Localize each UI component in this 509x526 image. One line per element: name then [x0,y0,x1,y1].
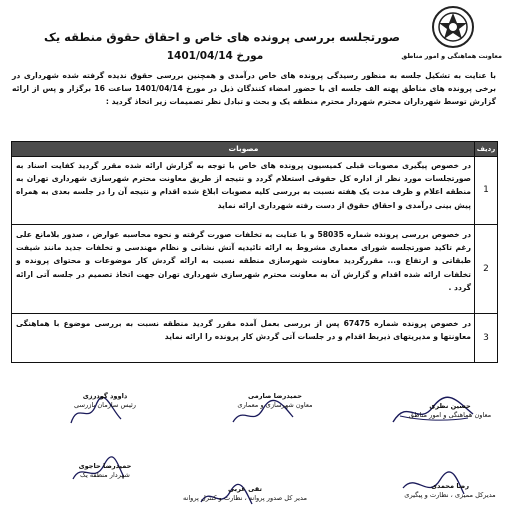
document-date: مورخ 1401/04/14 [166,50,264,62]
signature-hamidreza-saremi [220,392,330,410]
signature-taghi-arabi [180,485,310,503]
row-number-header: ردیف [474,142,497,156]
row-number: 2 [474,225,497,313]
signatory-title: شهردار منطقه یک [80,471,130,479]
table-row [12,225,497,314]
signatory-title: معاون شهرسازی و معماری [237,401,313,409]
signatory-name: داوود گودرزی [82,392,128,400]
signatory-name: رضا محمدی [430,482,470,490]
table-row [12,314,497,362]
signatory-title: مدیر کل صدور پروانه ، نظارت و کنترل پروانه [182,494,308,502]
document-title: صورتجلسه بررسی پرونده های خاص و احقاق حقوق منطقه یک [44,30,400,44]
signatory-name: حسین نظری [429,402,471,410]
intro-paragraph: با عنایت به تشکیل جلسه به منظور رسیدگی پرونده های خاص درآمدی و همچنین بررسی حقوق ندیده گرفته شده شهرداری در برخی پرونده های مناطق پهنه الف جلسه ای با حضور امضاء کنندگان ذیل در مورخ 1401/04/14 ساعت 16 برگزار و پس از ارائه گزارش توسط شهرداران محترم شهردار محترم منطقه یک و بحث و تبادل نظر تصمیمات زیر اتخاذ گردید : [12,71,496,106]
signature-hamidreza-hajavi [50,462,160,480]
signatory-name: حمیدرضا حاجوی [78,462,132,470]
row-text: در خصوص پرونده شماره 67475 پس از بررسی بعمل آمده مقرر گردید منطقه نسبت به بررسی موضوع با هماهنگی معاونتها و مدیریتهای ذیربط اقدام و در جلسات آتی گردش کار پرونده را ارائه نماید [16,319,471,342]
table-row [12,156,497,225]
logo-caption: معاونت هماهنگی و امور مناطق [401,52,502,60]
signatory-title: مدیرکل ممیزی ، نظارت و پیگیری [404,491,496,499]
signatory-title: معاون هماهنگی و امور مناطق [408,411,492,419]
signature-davood-goodarzi [50,392,160,410]
signatory-name: حمیدرضا صارمی [247,392,302,400]
signature-reza-mohammadi [395,482,505,500]
document-header [0,0,509,62]
signatory-name: تقی عربی [228,485,262,493]
row-number: 3 [474,314,497,362]
row-text: در خصوص پیگیری مصوبات قبلی کمیسیون پرونده های خاص با توجه به گزارش ارائه شده مقرر گردید کفایت اسناد به صورتجلسات مورد نظر از اداره کل حقوقی استعلام گردد و نتیجه از طریق معاونت محترم شهرسازی شهرداری تهران به منطقه اعلام و ظرف مدت یک هفته نسبت به بررسی کلیه مصوبات ابلاغ شده اقدام و نتیجه آن را در جلسه بعدی به همراه پیش بینی درآمدی و احقاق حقوق از دست رفته شهرداری ارائه نماید [16,161,471,210]
signature-hossein-nazari [395,402,505,420]
signatory-title: رئیس سازمان بازرسی [74,401,136,409]
row-number: 1 [474,156,497,224]
resolutions-table [11,141,498,363]
resolutions-header: مصوبات [228,144,259,153]
table-header [12,142,497,157]
row-text: در خصوص بررسی پرونده شماره 58035 و با عنایت به تخلفات صورت گرفته و نحوه محاسبه عوارض ، صدور بلامانع علی رغم تاکید صورتجلسه شورای معماری مشروط به ارائه تائیدیه آتش نشانی و نظام مهندسی و تخلفات جدید مانند شیفت طبقاتی و ارتفاع و... مقررگردید معاونت شهرسازی منطقه نسبت به ارائه گردش کار موضوعات و محتوای پرونده و تخلفات ارائه شده اقدام و گزارش آن به معاونت محترم شهرسازی شهرداری تهران جهت اتخاذ تصمیم در جلسه آتی ارائه گردد . [16,230,472,292]
municipality-logo [430,4,476,50]
